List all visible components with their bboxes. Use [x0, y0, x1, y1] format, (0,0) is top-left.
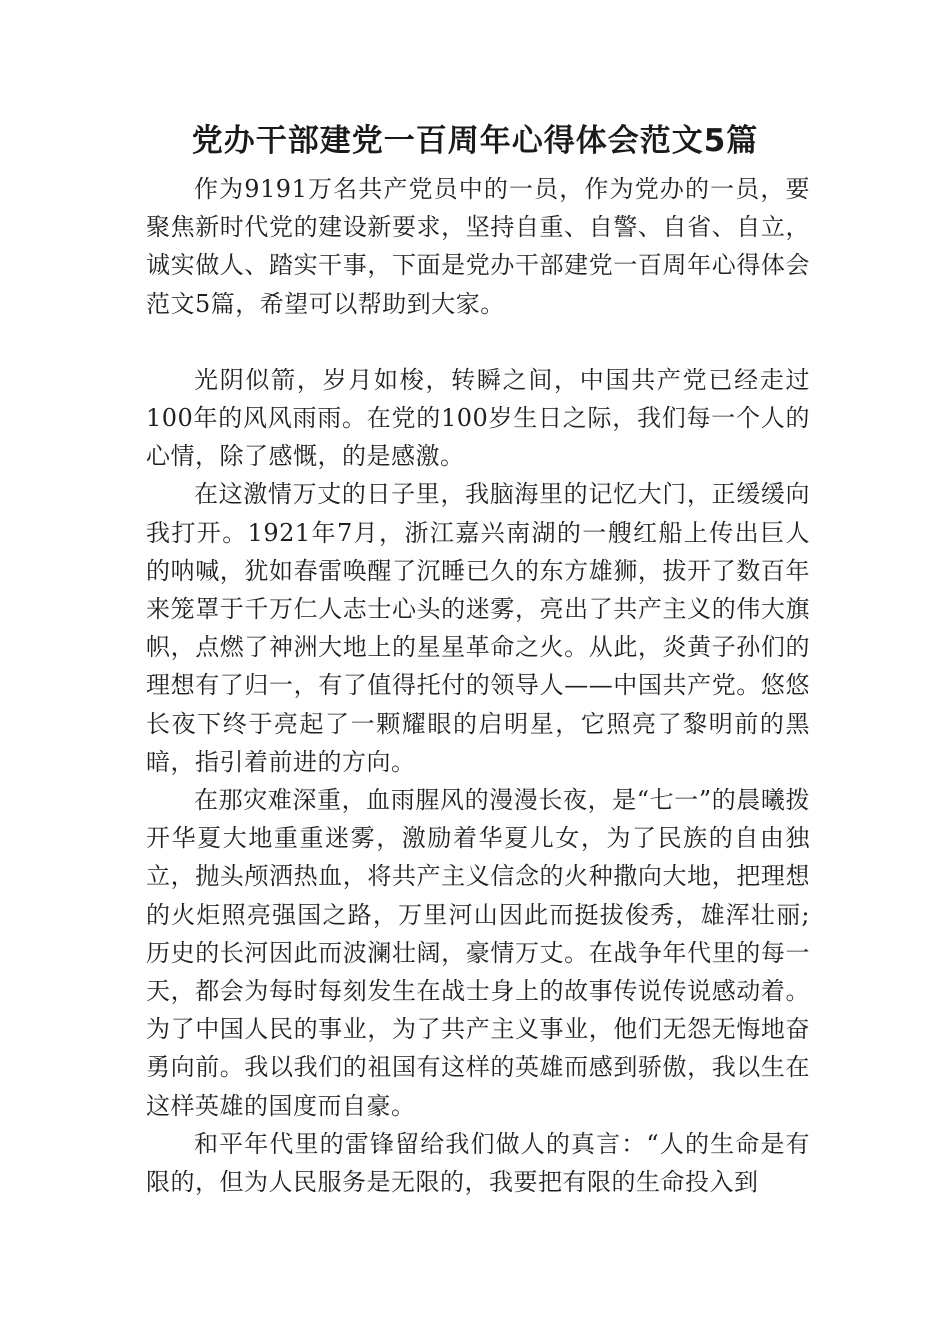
intro-paragraph: 作为9191万名共产党员中的一员，作为党办的一员，要聚焦新时代党的建设新要求，坚持自重、自警、自省、自立，诚实做人、踏实干事，下面是党办干部建党一百周年心得体会范文5篇，希望可以帮助到大家。 — [146, 175, 810, 318]
body-paragraph-1: 光阴似箭，岁月如梭，转瞬之间，中国共产党已经走过100年的风风雨雨。在党的100岁生日之际，我们每一个人的心情，除了感慨，的是感激。 — [146, 365, 810, 471]
paragraph-gap — [146, 323, 810, 361]
body-paragraph-3: 在那灾难深重，血雨腥风的漫漫长夜，是“七一”的晨曦拨开华夏大地重重迷雾，激励着华夏儿女，为了民族的自由独立，抛头颅洒热血，将共产主义信念的火种撒向大地，把理想的火炬照亮强国之路，万里河山因此而挺拔俊秀，雄浑壮丽;历史的长河因此而波澜壮阔，豪情万丈。在战争年代里的每一天，都会为每时每刻发生在战士身上的故事传说传说感动着。为了中国人民的事业，为了共产主义事业，他们无怨无悔地奋勇向前。我以我们的祖国有这样的英雄而感到骄傲，我以生在这样英雄的国度而自豪。 — [146, 786, 810, 1120]
body-paragraph-4: 和平年代里的雷锋留给我们做人的真言：“人的生命是有限的，但为人民服务是无限的，我要把有限的生命投入到 — [146, 1129, 810, 1197]
document-title: 党办干部建党一百周年心得体会范文5篇 — [191, 123, 759, 159]
body-paragraph-2: 在这激情万丈的日子里，我脑海里的记忆大门，正缓缓向我打开。1921年7月，浙江嘉兴南湖的一艘红船上传出巨人的呐喊，犹如春雷唤醒了沉睡已久的东方雄狮，拔开了数百年来笼罩于千万仁人志士心头的迷雾，亮出了共产主义的伟大旗帜，点燃了神洲大地上的星星革命之火。从此，炎黄子孙们的理想有了归一，有了值得托付的领导人——中国共产党。悠悠长夜下终于亮起了一颗耀眼的启明星，它照亮了黎明前的黑暗，指引着前进的方向。 — [146, 480, 810, 776]
document-body — [146, 170, 810, 1201]
